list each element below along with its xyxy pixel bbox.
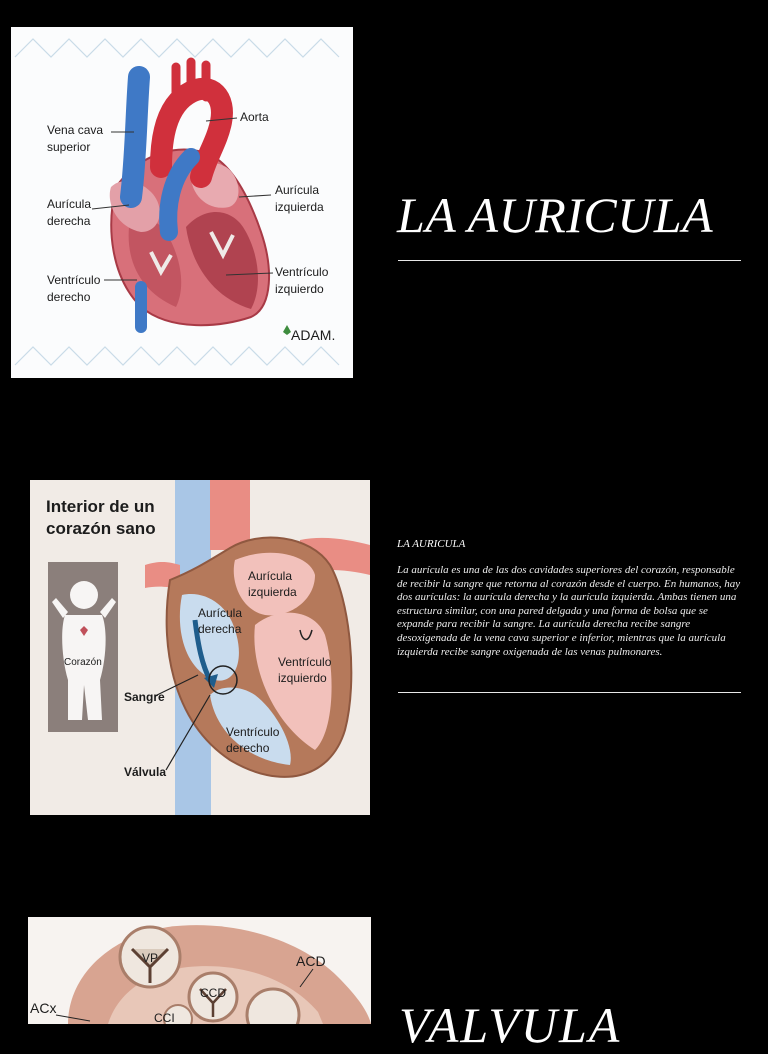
- label-auricula-derecha-1: Aurícula: [198, 606, 243, 620]
- label-ventriculo-derecho-1: Ventrículo: [226, 725, 280, 739]
- label-ventriculo-derecho-2: derecho: [47, 290, 91, 304]
- label-corazon: Corazón: [64, 657, 102, 668]
- label-sangre: Sangre: [124, 690, 165, 704]
- slide-title-auricula: LA AURICULA: [397, 187, 714, 243]
- label-ccd: CCD: [200, 986, 226, 1000]
- label-auricula-izquierda-1: Aurícula: [275, 183, 320, 197]
- auricula-description: La aurícula es una de las dos cavidades superiores del corazón, responsable de recibir la sangre que retorna al corazón desde el cuerpo. En humanos, hay dos aurículas: la aurícula derecha y la aurícula izquierda. Ambas tienen una estructura similar, con una pared delgada y una forma de bolsa que se expande para recibir la sangre. La aurícula derecha recibe sangre desoxigenada de la vena cava superior e inferior, mientras que la aurícula izquierda recibe sangre oxigenada de las venas pulmonares.: [397, 564, 741, 658]
- label-ventriculo-izquierdo-1: Ventrículo: [275, 265, 329, 279]
- label-auricula-izquierda-2: izquierda: [248, 585, 297, 599]
- heart-interior-diagram: [30, 480, 370, 815]
- label-cci: CCI: [154, 1011, 175, 1024]
- label-auricula-derecha-1: Aurícula: [47, 197, 92, 211]
- label-ventriculo-derecho-2: derecho: [226, 741, 270, 755]
- label-acd: ACD: [296, 953, 326, 969]
- label-ventriculo-izquierdo-1: Ventrículo: [278, 655, 332, 669]
- heart-anatomy-diagram: [11, 27, 353, 378]
- label-ventriculo-izquierdo-2: izquierdo: [278, 671, 327, 685]
- label-auricula-derecha-2: derecha: [198, 622, 242, 636]
- label-valvula: Válvula: [124, 765, 167, 779]
- label-ventriculo-derecho-1: Ventrículo: [47, 273, 101, 287]
- adam-logo: [283, 325, 335, 343]
- label-ventriculo-izquierdo-2: izquierdo: [275, 282, 324, 296]
- divider-line-2: [398, 692, 741, 693]
- label-superior: superior: [47, 140, 91, 154]
- vena-cava-vessel: [131, 77, 139, 197]
- label-auricula-derecha-2: derecha: [47, 214, 91, 228]
- diagram-heading-1: Interior de un: [46, 497, 155, 516]
- diagram-heading-2: corazón sano: [46, 519, 156, 538]
- section-small-title: LA AURICULA: [397, 538, 466, 550]
- label-vp: VP: [142, 951, 159, 965]
- heart-valves-diagram: [28, 917, 371, 1024]
- label-auricula-izquierda-2: izquierda: [275, 200, 324, 214]
- slide-title-valvula: VALVULA: [399, 997, 622, 1053]
- label-auricula-izquierda-1: Aurícula: [248, 569, 293, 583]
- divider-line: [398, 260, 741, 261]
- label-acx: ACx: [30, 1000, 57, 1016]
- label-vena-cava: Vena cava: [47, 123, 104, 137]
- label-aorta: Aorta: [240, 110, 269, 124]
- svg-text:ADAM.: ADAM.: [291, 327, 336, 343]
